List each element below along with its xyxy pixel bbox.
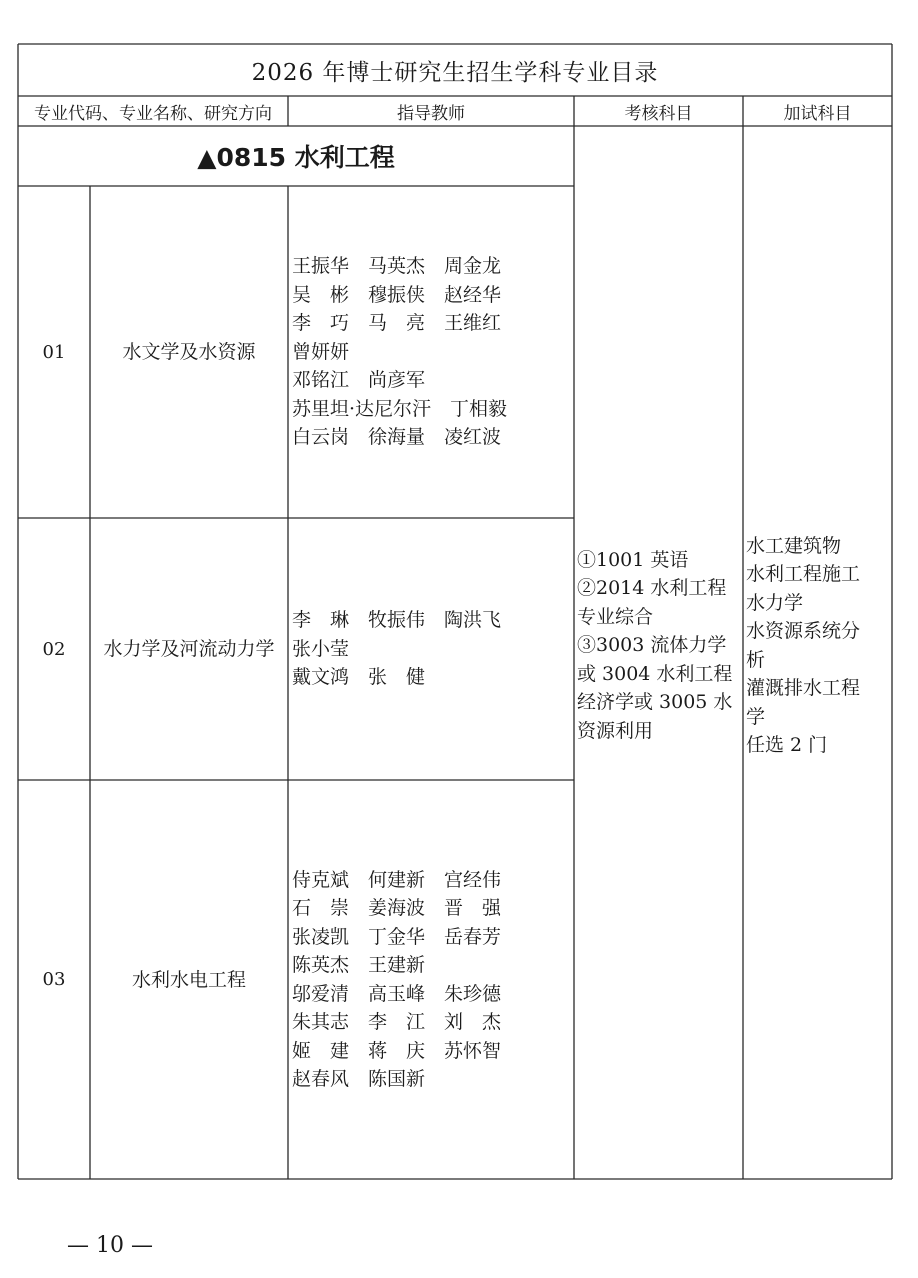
exam-subjects-cell xyxy=(574,126,743,1179)
extra-subject-line: 水利工程施工 xyxy=(746,563,861,585)
direction-name: 水力学及河流动力学 xyxy=(103,638,275,660)
advisor-row: 戴文鸿 张 健 xyxy=(292,666,426,689)
advisor-row: 陈英杰 王建新 xyxy=(292,954,426,976)
catalog-title: 2026 年博士研究生招生学科专业目录 xyxy=(251,59,659,86)
advisor-row: 石 崇 姜海波 晋 强 xyxy=(292,897,502,919)
advisor-row: 曾妍妍 xyxy=(292,340,350,363)
extra-subject-line: 水资源系统分 xyxy=(746,620,861,642)
extra-subject-line: 水工建筑物 xyxy=(746,534,842,557)
advisor-row: 邓铭江 尚彦军 xyxy=(292,369,426,392)
advisor-row: 白云岗 徐海量 凌红波 xyxy=(292,426,502,449)
advisor-row: 张小莹 xyxy=(292,637,350,660)
advisor-row: 苏里坦·达尼尔汗 丁相毅 xyxy=(292,397,508,420)
extra-subject-line: 水力学 xyxy=(746,591,804,614)
extra-subject-line: 学 xyxy=(746,705,766,728)
extra-subject-line: 析 xyxy=(746,648,766,671)
direction-code: 01 xyxy=(42,341,66,363)
header-extra-subjects: 加试科目 xyxy=(783,103,852,124)
exam-subject-line: ②2014 水利工程 xyxy=(577,577,727,600)
exam-subject-line: ①1001 英语 xyxy=(577,548,689,571)
advisor-list xyxy=(288,780,574,1179)
advisor-row: 张凌凯 丁金华 岳春芳 xyxy=(292,925,502,948)
page-number: — 10 — xyxy=(67,1232,153,1258)
direction-name: 水文学及水资源 xyxy=(122,341,256,363)
direction-code: 02 xyxy=(42,638,66,660)
direction-code: 03 xyxy=(42,969,66,990)
exam-subject-line: ③3003 流体力学 xyxy=(577,634,727,657)
advisor-row: 邬爱清 高玉峰 朱珍德 xyxy=(292,982,502,1005)
advisor-row: 侍克斌 何建新 宫经伟 xyxy=(292,868,502,891)
exam-subject-line: 专业综合 xyxy=(577,605,654,628)
direction-name: 水利水电工程 xyxy=(131,968,246,991)
extra-subjects-cell xyxy=(743,126,892,1179)
header-exam-subjects: 考核科目 xyxy=(624,103,693,124)
header-code-name-direction: 专业代码、专业名称、研究方向 xyxy=(34,103,272,124)
header-advisors: 指导教师 xyxy=(397,103,465,124)
advisor-row: 朱其志 李 江 刘 杰 xyxy=(292,1011,502,1033)
exam-subject-line: 经济学或 3005 水 xyxy=(577,691,733,714)
extra-subject-line: 任选 2 门 xyxy=(746,734,828,756)
advisor-row: 李 巧 马 亮 王维红 xyxy=(292,312,502,335)
advisor-row: 李 琳 牧振伟 陶洪飞 xyxy=(292,609,502,632)
advisor-row: 赵春风 陈国新 xyxy=(292,1068,426,1090)
advisor-row: 王振华 马英杰 周金龙 xyxy=(292,255,502,278)
extra-subject-line: 灌溉排水工程 xyxy=(746,677,861,699)
exam-subject-line: 资源利用 xyxy=(577,719,654,742)
exam-subject-line: 或 3004 水利工程 xyxy=(577,662,733,685)
advisor-list xyxy=(288,186,574,518)
advisor-row: 姬 建 蒋 庆 苏怀智 xyxy=(292,1039,502,1062)
major-heading: ▲0815 水利工程 xyxy=(197,143,395,172)
advisor-row: 吴 彬 穆振侠 赵经华 xyxy=(292,283,502,306)
advisor-list xyxy=(288,518,574,780)
